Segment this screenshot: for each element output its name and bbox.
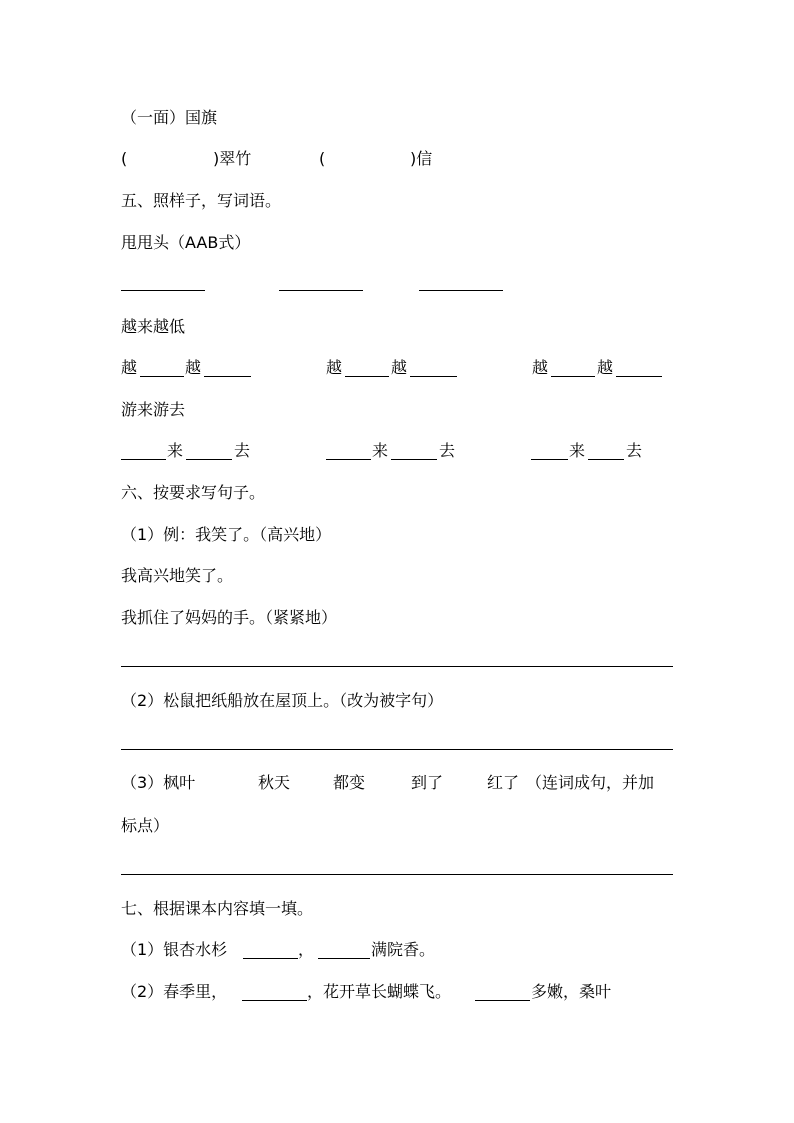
answer-blank[interactable] bbox=[531, 459, 568, 460]
instruction: （连词成句，并加 bbox=[526, 773, 655, 792]
paren-close-1: )翠竹 bbox=[213, 149, 252, 168]
yue-char: 越 bbox=[597, 358, 614, 377]
answer-blank[interactable] bbox=[318, 958, 370, 959]
paren-close-2: )信 bbox=[410, 149, 433, 168]
instruction: 标点） bbox=[121, 816, 170, 835]
yue-char: 越 bbox=[391, 358, 408, 377]
word-tile: 都变 bbox=[333, 773, 366, 792]
answer-blank[interactable] bbox=[475, 1000, 530, 1001]
fill-text: 满院香。 bbox=[371, 940, 436, 959]
answer-blank[interactable] bbox=[186, 459, 232, 460]
answer-blank[interactable] bbox=[551, 376, 595, 377]
answer-line[interactable] bbox=[121, 874, 673, 875]
paren-open-2: ( bbox=[319, 149, 326, 168]
example-phrase: （一面）国旗 bbox=[121, 108, 218, 127]
qu-char: 去 bbox=[439, 441, 456, 460]
answer-blank[interactable] bbox=[121, 290, 205, 291]
answer-blank[interactable] bbox=[279, 290, 363, 291]
answer-line[interactable] bbox=[121, 666, 673, 667]
answer-blank[interactable] bbox=[345, 376, 389, 377]
fill-text: 多嫩，桑叶 bbox=[531, 982, 612, 1001]
question-prompt: 我抓住了妈妈的手。（紧紧地） bbox=[121, 608, 338, 627]
answer-blank[interactable] bbox=[588, 459, 624, 460]
section-heading: 五、照样子，写词语。 bbox=[121, 191, 282, 210]
lai-char: 来 bbox=[372, 441, 389, 460]
yue-char: 越 bbox=[121, 358, 138, 377]
fill-text: （2）春季里， bbox=[121, 982, 228, 1001]
answer-blank[interactable] bbox=[243, 958, 298, 959]
qu-char: 去 bbox=[234, 441, 251, 460]
word-tile: 红了 bbox=[487, 773, 520, 792]
lai-char: 来 bbox=[167, 441, 184, 460]
answer-blank[interactable] bbox=[410, 376, 457, 377]
answer-blank[interactable] bbox=[326, 459, 371, 460]
question-number: （3）枫叶 bbox=[121, 773, 196, 792]
question-prompt: （2）松鼠把纸船放在屋顶上。（改为被字句） bbox=[121, 691, 444, 710]
answer-blank[interactable] bbox=[204, 376, 251, 377]
word-tile: 到了 bbox=[411, 773, 444, 792]
answer-blank[interactable] bbox=[419, 290, 503, 291]
yue-char: 越 bbox=[326, 358, 343, 377]
example-sentence: 我高兴地笑了。 bbox=[121, 566, 234, 585]
word-tile: 秋天 bbox=[258, 773, 291, 792]
answer-blank[interactable] bbox=[242, 1000, 307, 1001]
fill-text: （1）银杏水杉 bbox=[121, 940, 228, 959]
lai-char: 来 bbox=[569, 441, 586, 460]
question-prompt: （1）例：我笑了。（高兴地） bbox=[121, 525, 332, 544]
yue-char: 越 bbox=[532, 358, 549, 377]
answer-blank[interactable] bbox=[121, 459, 166, 460]
example-label: 越来越低 bbox=[121, 317, 186, 336]
example-label: 游来游去 bbox=[121, 400, 186, 419]
yue-char: 越 bbox=[185, 358, 202, 377]
answer-blank[interactable] bbox=[391, 459, 437, 460]
fill-text: ，花开草长蝴蝶飞。 bbox=[307, 982, 452, 1001]
answer-blank[interactable] bbox=[140, 376, 184, 377]
answer-line[interactable] bbox=[121, 749, 673, 750]
section-heading: 七、根据课本内容填一填。 bbox=[121, 899, 314, 918]
section-heading: 六、按要求写句子。 bbox=[121, 483, 266, 502]
qu-char: 去 bbox=[626, 441, 643, 460]
paren-open-1: ( bbox=[121, 149, 128, 168]
example-label: 甩甩头（AAB式） bbox=[121, 233, 251, 252]
answer-blank[interactable] bbox=[616, 376, 662, 377]
fill-text: ， bbox=[298, 940, 315, 959]
